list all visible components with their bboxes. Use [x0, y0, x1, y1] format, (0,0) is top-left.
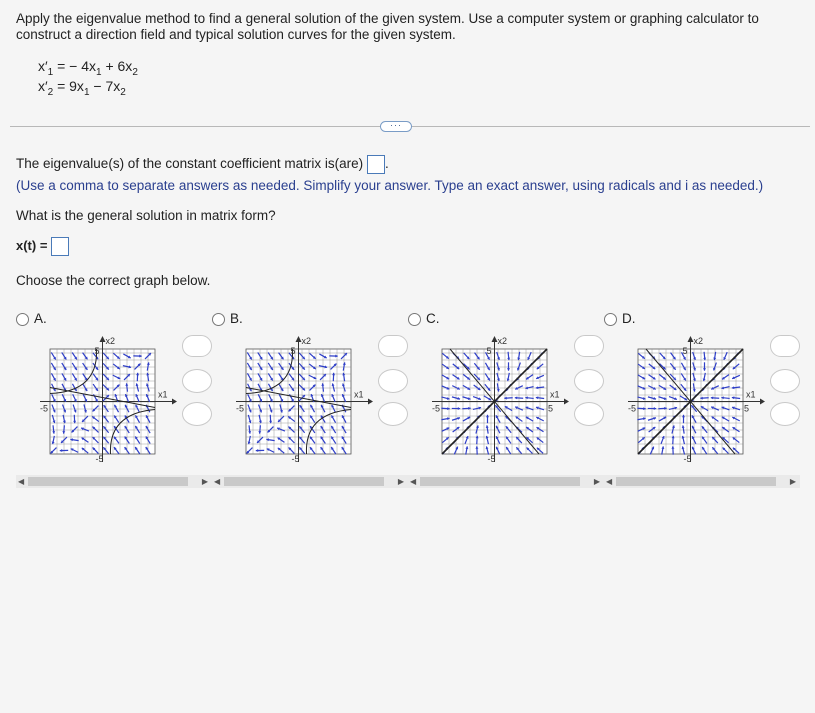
- horizontal-scrollbar[interactable]: [212, 475, 408, 488]
- direction-field-graph[interactable]: [430, 334, 570, 464]
- x2-axis-label: x2: [105, 336, 116, 346]
- x2-axis-label: x2: [301, 336, 312, 346]
- x2-axis-label: x2: [497, 336, 508, 346]
- option-radio-a[interactable]: [16, 313, 29, 326]
- eigenvalue-question: The eigenvalue(s) of the constant coefficient matrix is(are) .: [16, 155, 389, 174]
- x1-axis-label: x1: [746, 389, 756, 400]
- tick-label-neg5: -5: [95, 454, 104, 464]
- tick-label-neg5: -5: [487, 454, 496, 464]
- option-radio-b[interactable]: [212, 313, 225, 326]
- scroll-left-icon[interactable]: ◀: [18, 477, 25, 486]
- zoom-out-icon[interactable]: [182, 402, 212, 426]
- scrollbar-thumb[interactable]: [420, 477, 580, 486]
- eigenvalue-hint: (Use a comma to separate answers as needed. Simplify your answer. Type an exact answer, using radicals and i as needed.): [16, 178, 764, 193]
- scroll-right-icon[interactable]: ▶: [201, 477, 208, 486]
- scroll-left-icon[interactable]: ◀: [410, 477, 417, 486]
- zoom-in-icon[interactable]: [574, 369, 604, 393]
- x1-axis-arrow: [368, 399, 373, 405]
- xt-label: x(t) =: [16, 238, 48, 253]
- horizontal-scrollbar[interactable]: [408, 475, 604, 488]
- scrollbar-thumb[interactable]: [616, 477, 776, 486]
- x1-axis-arrow: [564, 399, 569, 405]
- x1-axis-arrow: [760, 399, 765, 405]
- x2-axis-label: x2: [693, 336, 704, 346]
- direction-field-graph[interactable]: [626, 334, 766, 464]
- direction-field-graph[interactable]: [38, 334, 178, 464]
- scroll-right-icon[interactable]: ▶: [593, 477, 600, 486]
- enlarge-graph-button[interactable]: [770, 335, 800, 357]
- tick-label-5: 5: [486, 346, 492, 356]
- tick-label-5-x: 5: [744, 403, 750, 414]
- option-label: C.: [426, 311, 440, 326]
- option-radio-c[interactable]: [408, 313, 421, 326]
- zoom-in-icon[interactable]: [770, 369, 800, 393]
- horizontal-scrollbar[interactable]: [16, 475, 212, 488]
- scroll-left-icon[interactable]: ◀: [606, 477, 613, 486]
- equation-2: $x'_2 = 9x_1 - 7x_2$: [38, 78, 126, 98]
- option-label: A.: [34, 311, 47, 326]
- eigenvalue-answer-box[interactable]: [367, 155, 385, 174]
- option-label: B.: [230, 311, 243, 326]
- expand-button[interactable]: ···: [380, 121, 412, 132]
- enlarge-graph-button[interactable]: [182, 335, 212, 357]
- tick-label-5: 5: [290, 346, 296, 356]
- tick-label-neg5-x: -5: [432, 403, 441, 414]
- option-radio-d[interactable]: [604, 313, 617, 326]
- zoom-in-icon[interactable]: [182, 369, 212, 393]
- zoom-in-icon[interactable]: [378, 369, 408, 393]
- option-label: D.: [622, 311, 636, 326]
- tick-label-neg5-x: -5: [236, 403, 245, 414]
- zoom-out-icon[interactable]: [770, 402, 800, 426]
- scroll-right-icon[interactable]: ▶: [789, 477, 796, 486]
- graph-question: Choose the correct graph below.: [16, 273, 211, 288]
- general-solution-question: What is the general solution in matrix form?: [16, 208, 276, 223]
- scrollbar-thumb[interactable]: [224, 477, 384, 486]
- x1-axis-arrow: [172, 399, 177, 405]
- xt-row: [16, 237, 69, 256]
- enlarge-graph-button[interactable]: [378, 335, 408, 357]
- enlarge-graph-button[interactable]: [574, 335, 604, 357]
- horizontal-scrollbar[interactable]: [604, 475, 800, 488]
- tick-label-5: 5: [94, 346, 100, 356]
- general-solution-answer-box[interactable]: [51, 237, 69, 256]
- tick-label-5-x: 5: [548, 403, 554, 414]
- tick-label-5: 5: [682, 346, 688, 356]
- tick-label-neg5-x: -5: [40, 403, 49, 414]
- scroll-left-icon[interactable]: ◀: [214, 477, 221, 486]
- tick-label-neg5: -5: [291, 454, 300, 464]
- equation-1: $x'_1$ = − $4x_1 + 6x_2$: [38, 58, 138, 78]
- tick-label-neg5: -5: [683, 454, 692, 464]
- x1-axis-label: x1: [550, 389, 560, 400]
- zoom-out-icon[interactable]: [378, 402, 408, 426]
- x1-axis-label: x1: [158, 389, 168, 400]
- scroll-right-icon[interactable]: ▶: [397, 477, 404, 486]
- problem-instruction: Apply the eigenvalue method to find a general solution of the given system. Use a computer system or graphing calculator to construct a direction field and typical solution curves for the given system.: [16, 11, 759, 42]
- scrollbar-thumb[interactable]: [28, 477, 188, 486]
- x1-axis-label: x1: [354, 389, 364, 400]
- direction-field-graph[interactable]: [234, 334, 374, 464]
- tick-label-neg5-x: -5: [628, 403, 637, 414]
- zoom-out-icon[interactable]: [574, 402, 604, 426]
